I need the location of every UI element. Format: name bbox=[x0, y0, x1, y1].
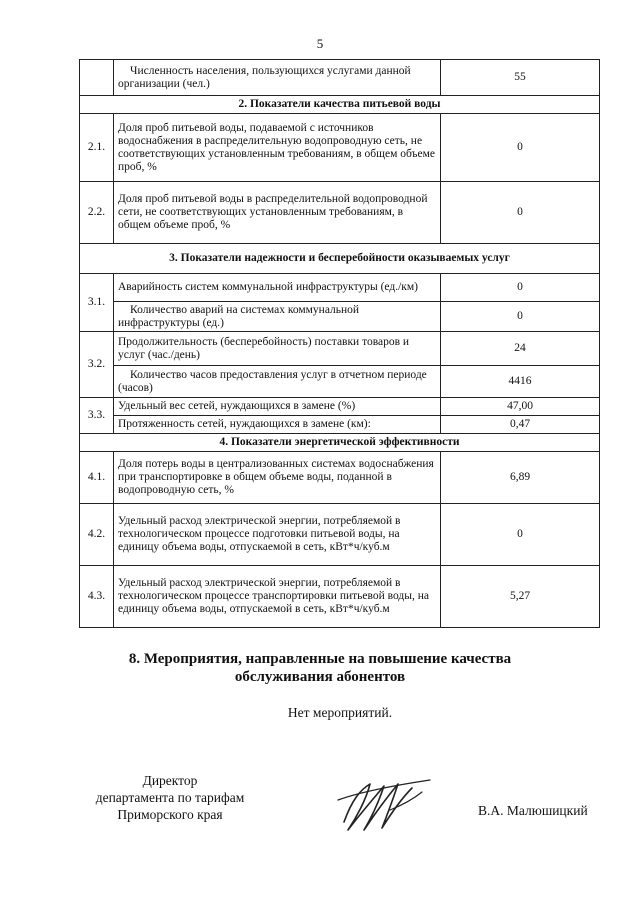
section-3-header: 3. Показатели надежности и бесперебойности оказываемых услуг bbox=[80, 244, 600, 274]
section-header-row bbox=[80, 434, 600, 452]
signer-title-line2: департамента по тарифам bbox=[95, 790, 245, 805]
row-number: 3.3. bbox=[80, 398, 114, 434]
indicator-value: 0 bbox=[441, 274, 600, 302]
indicator-value: 0 bbox=[441, 182, 600, 244]
signer-title-line1: Директор bbox=[142, 773, 198, 788]
table-row bbox=[80, 60, 600, 96]
indicator-name: Протяженность сетей, нуждающихся в замене (км): bbox=[114, 416, 441, 434]
section-8-heading bbox=[0, 650, 640, 686]
table-row bbox=[80, 416, 600, 434]
page-number: 5 bbox=[316, 36, 324, 51]
indicator-name: Количество часов предоставления услуг в отчетном периоде (часов) bbox=[114, 366, 441, 398]
indicator-name: Продолжительность (бесперебойность) поставки товаров и услуг (час./день) bbox=[114, 332, 441, 366]
indicator-name: Доля проб питьевой воды, подаваемой с источников водоснабжения в распределительную водопроводную сеть, не соответствующих установленным требованиям, в общем объеме проб, % bbox=[114, 114, 441, 182]
signer-title-line3: Приморского края bbox=[117, 807, 223, 822]
row-number: 2.1. bbox=[80, 114, 114, 182]
indicator-name: Доля потерь воды в централизованных системах водоснабжения при транспортировке в общем объеме воды, поданной в водопроводную сеть, % bbox=[114, 452, 441, 504]
table-row bbox=[80, 398, 600, 416]
section-header-row bbox=[80, 96, 600, 114]
table-row bbox=[80, 302, 600, 332]
indicator-name: Удельный расход электрической энергии, потребляемой в технологическом процессе подготовки питьевой воды, на единицу объема воды, отпускаемой в сеть, кВт*ч/куб.м bbox=[114, 504, 441, 566]
indicator-value: 4416 bbox=[441, 366, 600, 398]
indicator-value: 0 bbox=[441, 114, 600, 182]
section-4-header: 4. Показатели энергетической эффективности bbox=[80, 434, 600, 452]
indicator-value: 55 bbox=[441, 60, 600, 96]
section-8-heading-line1: 8. Мероприятия, направленные на повышение качества bbox=[128, 651, 512, 667]
table-row bbox=[80, 182, 600, 244]
row-number: 3.2. bbox=[80, 332, 114, 398]
indicator-name: Удельный расход электрической энергии, потребляемой в технологическом процессе транспортировки питьевой воды, на единицу объема воды, отпускаемой в сеть, кВт*ч/куб.м bbox=[114, 566, 441, 628]
row-number: 3.1. bbox=[80, 274, 114, 332]
section-header-row bbox=[80, 244, 600, 274]
indicator-name: Количество аварий на системах коммунальной инфраструктуры (ед.) bbox=[114, 302, 441, 332]
indicator-value: 0,47 bbox=[441, 416, 600, 434]
signer-title bbox=[70, 772, 270, 823]
handwritten-signature bbox=[330, 770, 440, 840]
row-number: 2.2. bbox=[80, 182, 114, 244]
signer-name: В.А. Малюшицкий bbox=[478, 803, 588, 818]
table-row bbox=[80, 274, 600, 302]
indicators-table bbox=[79, 59, 600, 628]
table-row bbox=[80, 114, 600, 182]
table-row bbox=[80, 332, 600, 366]
row-number: 4.2. bbox=[80, 504, 114, 566]
indicator-value: 0 bbox=[441, 302, 600, 332]
indicator-name: Численность населения, пользующихся услугами данной организации (чел.) bbox=[114, 60, 441, 96]
indicator-name: Аварийность систем коммунальной инфраструктуры (ед./км) bbox=[114, 274, 441, 302]
row-number: 4.3. bbox=[80, 566, 114, 628]
indicator-value: 47,00 bbox=[441, 398, 600, 416]
row-number: 4.1. bbox=[80, 452, 114, 504]
table-row bbox=[80, 366, 600, 398]
row-number bbox=[80, 60, 114, 96]
table-row bbox=[80, 504, 600, 566]
indicator-value: 5,27 bbox=[441, 566, 600, 628]
table-row bbox=[80, 452, 600, 504]
indicator-value: 24 bbox=[441, 332, 600, 366]
table-row bbox=[80, 566, 600, 628]
section-8-heading-line2: обслуживания абонентов bbox=[234, 669, 406, 685]
indicator-name: Удельный вес сетей, нуждающихся в замене (%) bbox=[114, 398, 441, 416]
section-2-header: 2. Показатели качества питьевой воды bbox=[80, 96, 600, 114]
indicator-name: Доля проб питьевой воды в распределительной водопроводной сети, не соответствующих установленным требованиям, в общем объеме проб, % bbox=[114, 182, 441, 244]
indicator-value: 0 bbox=[441, 504, 600, 566]
no-measures-text: Нет мероприятий. bbox=[287, 705, 393, 720]
indicator-value: 6,89 bbox=[441, 452, 600, 504]
